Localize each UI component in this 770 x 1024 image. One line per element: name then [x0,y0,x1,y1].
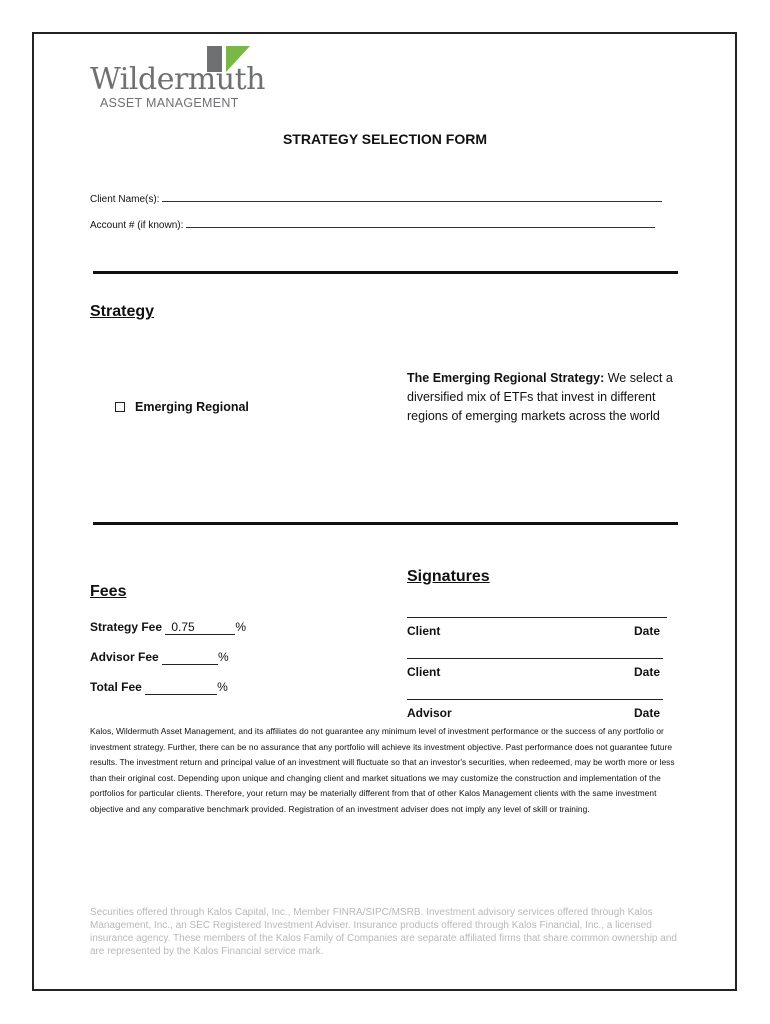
percent-sign: % [217,680,228,694]
strategy-heading: Strategy [90,303,155,320]
footer-disclosure: Securities offered through Kalos Capital, Inc., Member FINRA/SIPC/MSRB. Investment advisory services offered through Kalos Management, Inc., an SEC Registered Investment Adviser. Insurance products offered through Kalos Financial, Inc., a licensed insurance agency. These members of the Kalos Family of Companies are separate affiliated firms that share common ownership and are represented by the Kalos Financial service mark. [90,907,677,957]
strategy-option-emerging-regional[interactable] [115,400,249,414]
logo-wordmark: Wildermuth [90,62,265,97]
checkbox-icon[interactable] [115,402,125,412]
advisor-fee-row [90,650,229,665]
fees-heading: Fees [90,583,127,600]
total-fee-input[interactable] [145,680,217,695]
client-names-line[interactable] [162,193,662,202]
client-signature-label: Client [407,624,441,638]
advisor-fee-input[interactable] [162,650,218,665]
strategy-description [407,369,682,426]
strategy-fee-input[interactable] [165,620,235,635]
client-signature-line[interactable] [407,617,667,618]
page-border [32,32,737,991]
strategy-description-text: We select a diversified mix of ETFs that invest in different regions of emerging markets across the world [407,371,673,423]
account-label: Account # (if known): [90,220,184,231]
advisor-signature-label: Advisor [407,706,452,720]
client-names-label: Client Name(s): [90,194,160,205]
account-field[interactable] [90,219,655,231]
logo-subtitle: ASSET MANAGEMENT [100,96,239,110]
client2-signature-line[interactable] [407,658,663,659]
advisor-signature-line[interactable] [407,699,663,700]
form-title: STRATEGY SELECTION FORM [282,131,488,147]
percent-sign: % [218,650,229,664]
client2-date-label: Date [634,665,661,679]
account-line[interactable] [186,219,655,228]
client-date-label: Date [634,624,661,638]
company-logo [90,42,265,114]
advisor-date-label: Date [634,706,661,720]
strategy-fee-label: Strategy Fee [90,620,163,634]
strategy-fee-row [90,620,246,635]
strategy-fee-value: 0.75 [171,620,195,634]
client2-signature-label: Client [407,665,441,679]
total-fee-row [90,680,228,695]
signatures-heading: Signatures [407,568,490,585]
strategy-option-label: Emerging Regional [135,400,249,414]
percent-sign: % [235,620,247,634]
client-names-field[interactable] [90,193,662,205]
total-fee-label: Total Fee [90,680,142,694]
strategy-description-title: The Emerging Regional Strategy: [407,371,605,385]
advisor-fee-label: Advisor Fee [90,650,159,664]
disclaimer-text: Kalos, Wildermuth Asset Management, and its affiliates do not guarantee any minimum level of investment performance or the success of any portfolio or investment strategy. Further, there can be no assurance that any portfolio will achieve its investment objective. Past performance does not guarantee future results. The investment return and principal value of an investment will fluctuate so that an investor's securities, when redeemed, may be worth more or less than their original cost. Depending upon unique and changing client and market situations we may customize the construction and implementation of the portfolios for particular clients. Therefore, your return may be materially different from that of other Kalos Management clients with the same investment objective and any comparative benchmark provided. Registration of an investment adviser does not imply any level of skill or training. [90,726,675,814]
section-divider [93,271,678,274]
section-divider [93,522,678,525]
